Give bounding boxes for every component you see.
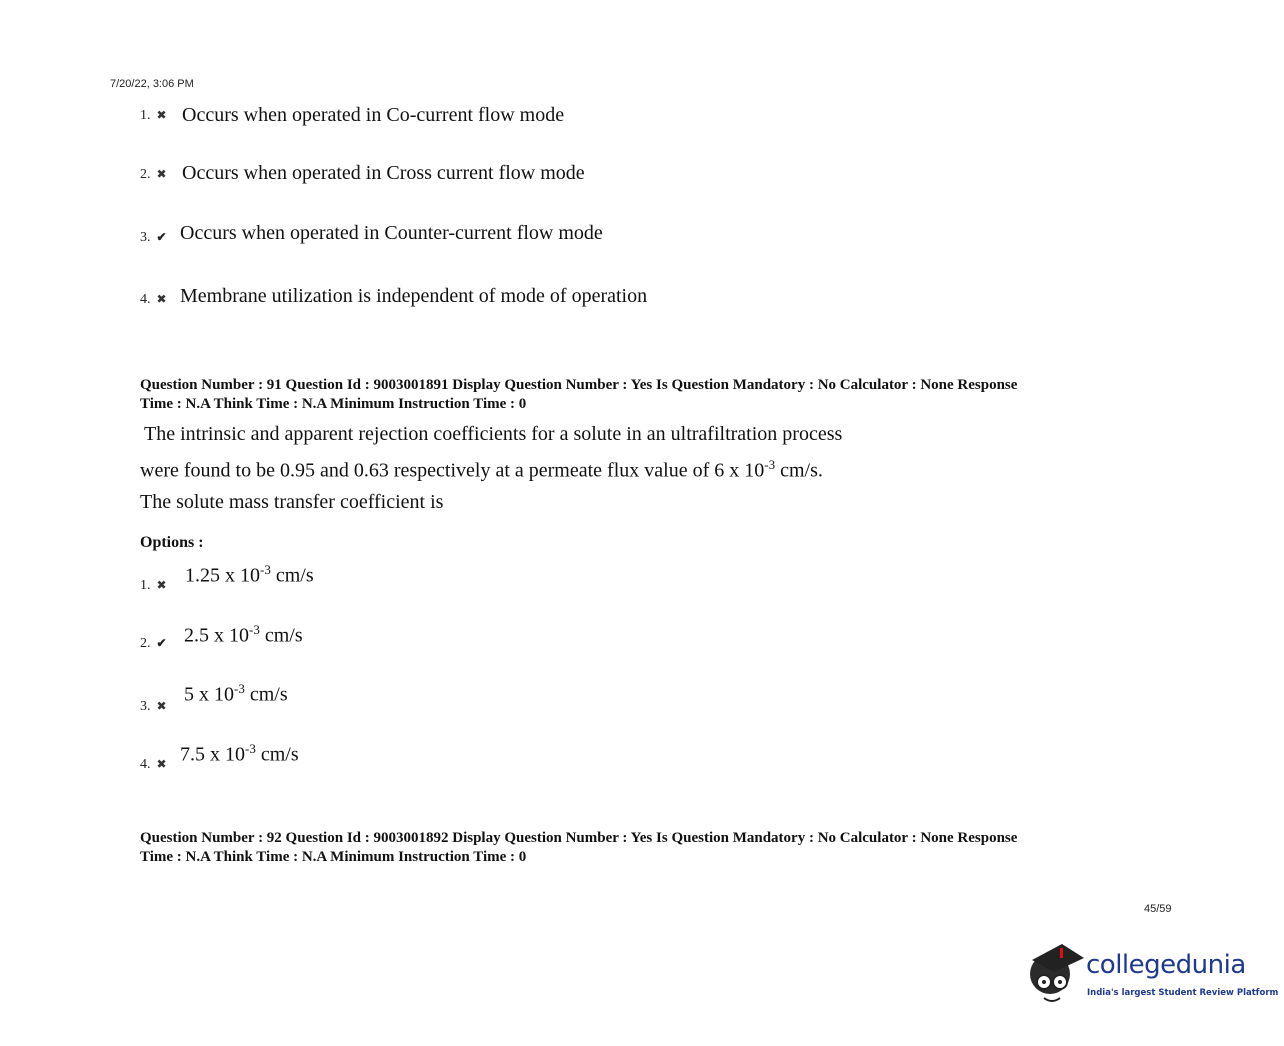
wrong-mark-icon: ✖ (156, 757, 167, 771)
wrong-mark-icon: ✖ (156, 578, 167, 592)
question-text-line-1: The intrinsic and apparent rejection coefficients for a solute in an ultrafiltration process (144, 423, 843, 445)
wrong-mark-icon: ✖ (156, 108, 167, 122)
wrong-mark-icon: ✖ (156, 167, 167, 181)
question-meta-line-1: Question Number : 92 Question Id : 9003001892 Display Question Number : Yes Is Question Mandatory : No Calculator : None Response (140, 830, 1018, 846)
option-base: 7.5 x 10 (180, 743, 245, 766)
option-number: 2. (140, 167, 151, 182)
question-text-line-2-post: cm/s. (775, 459, 823, 482)
correct-check-icon: ✔ (156, 230, 167, 244)
exponent: -3 (764, 457, 776, 472)
brand-tagline: India's largest Student Review Platform (1087, 988, 1279, 998)
question-91-meta (140, 376, 1170, 414)
q91-option-4-text (180, 741, 299, 767)
q91-option-2-text (184, 622, 303, 648)
prev-option-2-text: Occurs when operated in Cross current flow mode (182, 162, 585, 184)
q91-option-1 (140, 576, 169, 594)
exponent: -3 (234, 681, 245, 696)
options-label: Options : (140, 534, 204, 551)
q91-option-4 (140, 755, 169, 773)
option-unit: cm/s (259, 624, 303, 647)
q91-option-3 (140, 697, 169, 715)
correct-check-icon: ✔ (156, 636, 167, 650)
prev-option-3 (140, 228, 169, 246)
question-text-line-2 (140, 457, 823, 483)
prev-option-3-text: Occurs when operated in Counter-current flow mode (180, 222, 603, 244)
option-unit: cm/s (244, 683, 288, 706)
question-meta-line-2: Time : N.A Think Time : N.A Minimum Instruction Time : 0 (140, 849, 527, 865)
option-number: 3. (140, 699, 151, 714)
q91-option-1-text (185, 562, 314, 588)
option-number: 1. (140, 578, 151, 593)
exponent: -3 (249, 622, 260, 637)
mascot-logo-icon (1022, 938, 1084, 1008)
question-meta-line-1: Question Number : 91 Question Id : 9003001891 Display Question Number : Yes Is Question Mandatory : No Calculator : None Response (140, 377, 1018, 393)
option-base: 5 x 10 (184, 683, 234, 706)
question-meta-line-2: Time : N.A Think Time : N.A Minimum Instruction Time : 0 (140, 396, 527, 412)
option-number: 1. (140, 108, 151, 123)
page-number: 45/59 (1144, 903, 1172, 915)
prev-option-4-text: Membrane utilization is independent of mode of operation (180, 285, 648, 307)
option-unit: cm/s (270, 564, 314, 587)
option-number: 4. (140, 757, 151, 772)
option-number: 3. (140, 230, 151, 245)
option-number: 4. (140, 292, 151, 307)
option-base: 1.25 x 10 (185, 564, 260, 587)
wrong-mark-icon: ✖ (156, 699, 167, 713)
prev-option-1 (140, 106, 169, 124)
exponent: -3 (245, 741, 256, 756)
question-text-line-3: The solute mass transfer coefficient is (140, 491, 444, 513)
q91-option-2 (140, 634, 169, 652)
brand-name: collegedunia (1086, 950, 1246, 980)
q91-option-3-text (184, 681, 288, 707)
option-number: 2. (140, 636, 151, 651)
option-base: 2.5 x 10 (184, 624, 249, 647)
exponent: -3 (260, 562, 271, 577)
question-text-line-2-pre: were found to be 0.95 and 0.63 respectively at a permeate flux value of 6 x 10 (140, 459, 765, 482)
option-unit: cm/s (255, 743, 299, 766)
wrong-mark-icon: ✖ (156, 292, 167, 306)
question-92-meta (140, 829, 1170, 867)
prev-option-2 (140, 165, 169, 183)
prev-option-4 (140, 290, 169, 308)
prev-option-1-text: Occurs when operated in Co-current flow mode (182, 104, 565, 126)
timestamp: 7/20/22, 3:06 PM (110, 78, 194, 90)
